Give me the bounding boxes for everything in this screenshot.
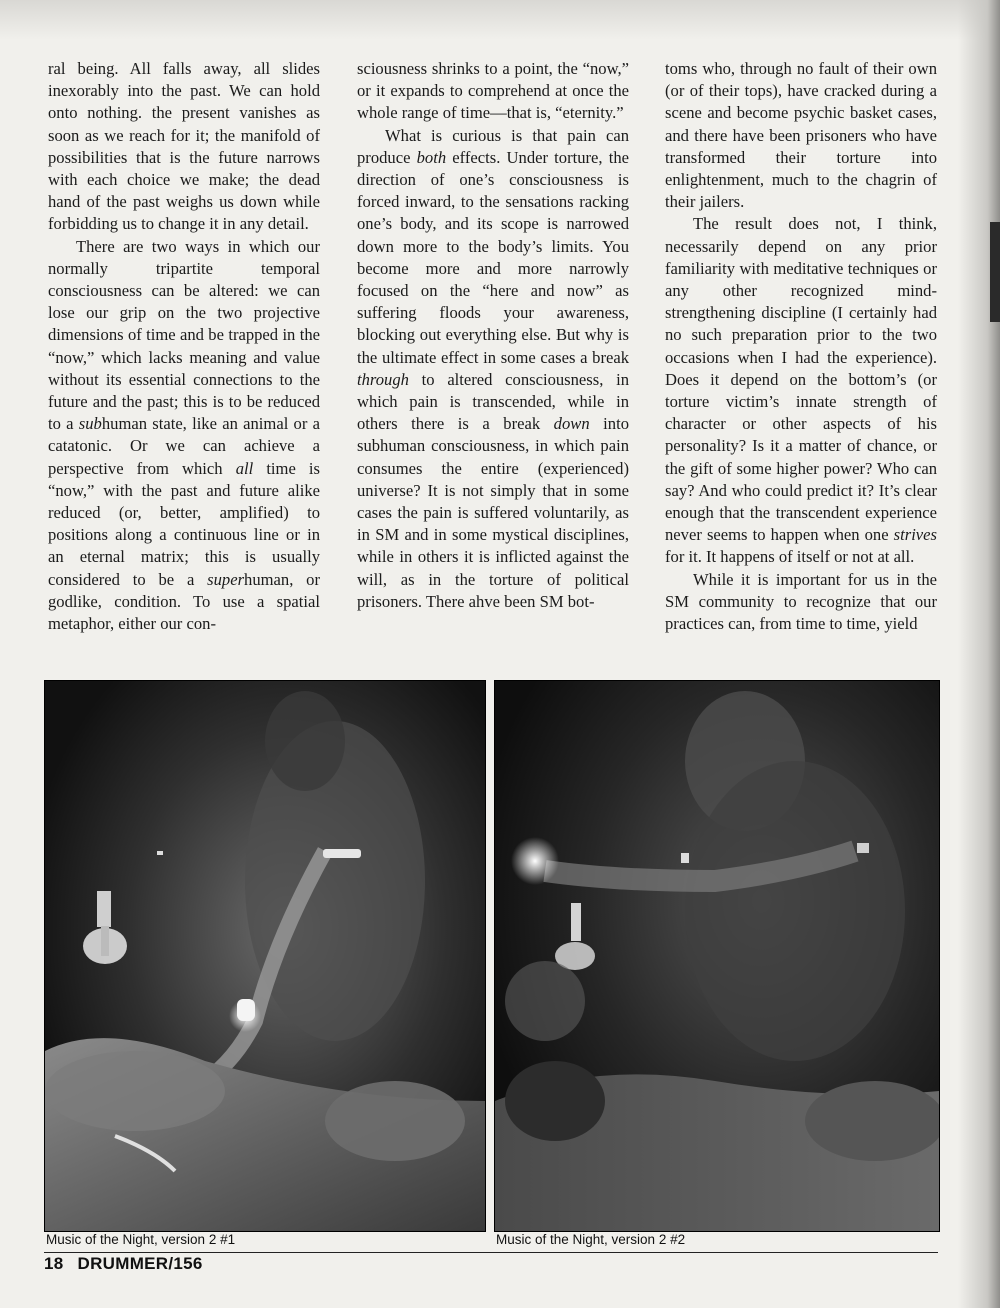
paragraph: The result does not, I think, necessarily depend on any prior familiarity with meditative techniques or any other recognized mind-strengthening discipline (I certainly had no such preparation prior to the two occasions when I had the experience). Does it depend on the bottom’s (or torture victim’s innate strength of character or other aspects of his personality? Is it a matter of chance, or the gift of some higher power? Who can say? And who could predict it? It’s clear enough that the transcendent experience never seems to happen when one strives for it. It happens of itself or not at all. bbox=[665, 214, 937, 567]
page-top-shadow bbox=[0, 0, 1000, 40]
footer-rule bbox=[44, 1252, 938, 1253]
text-column-1 bbox=[48, 58, 320, 635]
page-edge-tab bbox=[990, 222, 1000, 322]
text-column-2 bbox=[357, 58, 629, 613]
photo-caption-2: Music of the Night, version 2 #2 bbox=[496, 1232, 686, 1247]
publication-title: DRUMMER/156 bbox=[77, 1254, 203, 1273]
paragraph: toms who, through no fault of their own (or of their tops), have cracked during a scene and become psychic basket cases, and there have been prisoners who have transformed their torture into enlightenment, much to the chagrin of their jailers. bbox=[665, 59, 937, 212]
paragraph: What is curious is that pain can produce both effects. Under torture, the direction of one’s consciousness is forced inward, to the sensations racking one’s body, and its scope is narrowed down more to the body’s limits. You become more and more narrowly focused on the “here and now” as suffering floods your awareness, blocking out everything else. But why is the ultimate effect in some cases a break through to altered consciousness, in which pain is transcended, while in others there is a break down into subhuman consciousness, in which pain consumes the entire (experienced) universe? It is not simply that in some cases the pain is suffered voluntarily, as in SM and in some mystical disciplines, while in others it is inflicted against the will, as in the torture of political prisoners. There ahve been SM bot- bbox=[357, 125, 630, 611]
paragraph: There are two ways in which our normally tripartite temporal consciousness can be altered: we can lose our grip on the two projective dimensions of time and be trapped in the “now,” which lacks meaning and value without its essential connections to the future and the past; this is to be reduced to a subhuman state, like an animal or a catatonic. Or we can achieve a perspective from which all time is “now,” with the past and future alike reduced (or, better, amplified) to positions along a continuous line or in an eternal matrix; this is usually considered to be a superhuman, or godlike, condition. To use a spatial metaphor, either our con- bbox=[48, 236, 321, 634]
page-edge-shadow bbox=[958, 0, 1000, 1308]
photo-music-of-the-night-1 bbox=[44, 680, 486, 1232]
photo-image bbox=[495, 681, 939, 1231]
photo-image bbox=[45, 681, 485, 1231]
photo-caption-1: Music of the Night, version 2 #1 bbox=[46, 1232, 236, 1247]
paragraph: ral being. All falls away, all slides inexorably into the past. We can hold onto nothing. the present vanishes as soon as we reach for it; the manifold of possibilities that is the future narrows with each choice we make; the dead hand of the past weighs us down while forbidding us to change it in any detail. bbox=[48, 59, 320, 234]
text-column-3 bbox=[665, 58, 937, 635]
paragraph: sciousness shrinks to a point, the “now,” or it expands to comprehend at once the whole range of time—that is, “eternity.” bbox=[357, 59, 629, 123]
page-folio bbox=[44, 1254, 203, 1274]
page-number: 18 bbox=[44, 1254, 64, 1273]
photo-music-of-the-night-2 bbox=[494, 680, 940, 1232]
paragraph: While it is important for us in the SM community to recognize that our practices can, from time to time, yield bbox=[665, 569, 937, 634]
